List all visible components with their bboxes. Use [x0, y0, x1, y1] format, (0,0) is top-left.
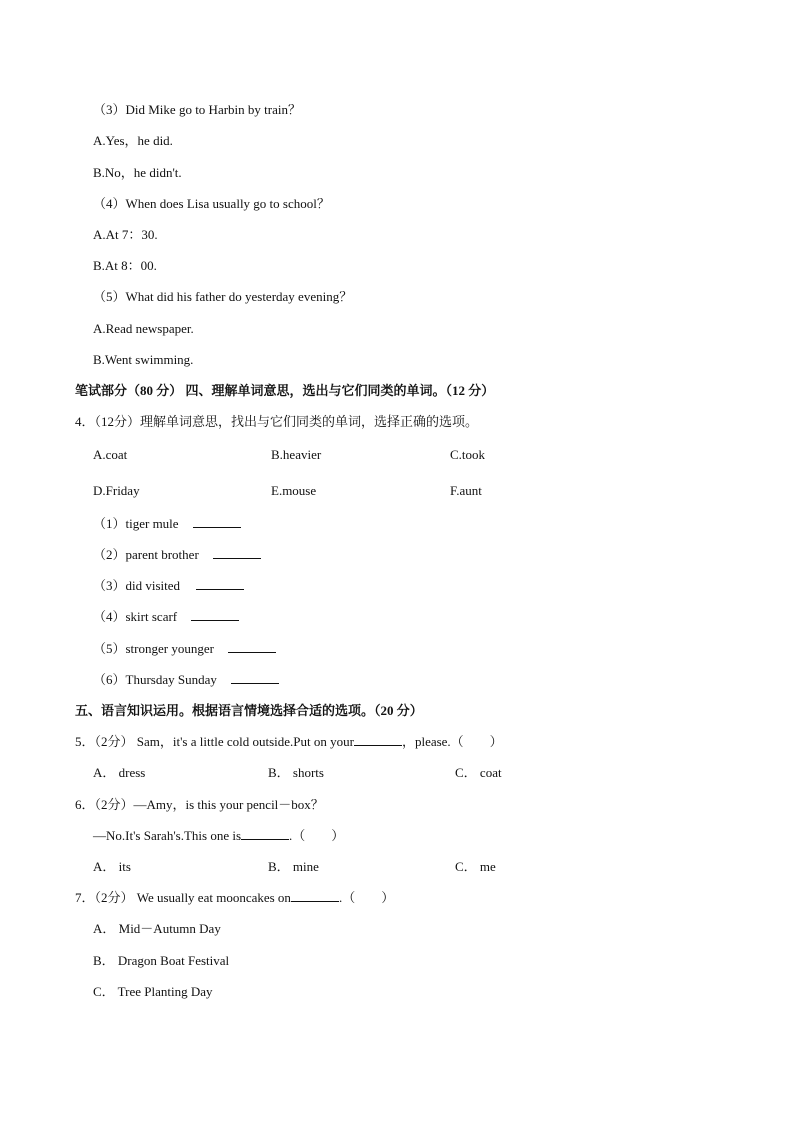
stem-text-end: .（ ）	[289, 828, 345, 843]
word-option-d: D.Friday	[93, 483, 140, 498]
question-5-stem	[75, 734, 503, 750]
answer-blank[interactable]	[354, 734, 402, 746]
option-4b[interactable]: B.At 8：00.	[93, 258, 157, 273]
option-4a[interactable]: A.At 7：30.	[93, 227, 158, 242]
choice-7c[interactable]: C． Tree Planting Day	[93, 984, 213, 999]
answer-blank[interactable]	[196, 578, 244, 590]
option-5a[interactable]: A.Read newspaper.	[93, 321, 194, 336]
choice-6b[interactable]: B． mine	[268, 859, 319, 874]
question-4-stem: 4．（12分）理解单词意思，找出与它们同类的单词，选择正确的选项。	[75, 414, 479, 429]
answer-blank[interactable]	[213, 547, 261, 559]
question-6-line2	[93, 828, 344, 844]
word-option-a: A.coat	[93, 447, 128, 462]
option-3a[interactable]: A.Yes，he did.	[93, 133, 173, 148]
sub-item-4	[93, 609, 239, 625]
answer-blank[interactable]	[241, 828, 289, 840]
choice-7a[interactable]: A． Mid－Autumn Day	[93, 921, 221, 936]
word-option-f: F.aunt	[450, 483, 482, 498]
word-option-b: B.heavier	[271, 447, 322, 462]
section-4-header: 笔试部分（80 分） 四、理解单词意思，选出与它们同类的单词。（12 分）	[75, 383, 495, 398]
sub-item-text: （4）skirt scarf	[93, 609, 178, 624]
answer-blank[interactable]	[228, 641, 276, 653]
choice-5c[interactable]: C． coat	[455, 765, 502, 780]
sub-item-text: （3）did visited	[93, 578, 181, 593]
option-3b[interactable]: B.No，he didn't.	[93, 165, 182, 180]
sub-item-text: （1）tiger mule	[93, 516, 179, 531]
option-5b[interactable]: B.Went swimming.	[93, 352, 194, 367]
answer-blank[interactable]	[193, 516, 241, 528]
answer-blank[interactable]	[191, 609, 239, 621]
question-3: （3）Did Mike go to Harbin by train？	[93, 102, 301, 117]
word-option-e: E.mouse	[271, 483, 317, 498]
sub-item-1	[93, 516, 241, 532]
choice-5b[interactable]: B． shorts	[268, 765, 324, 780]
sub-item-text: （6）Thursday Sunday	[93, 672, 217, 687]
choice-6a[interactable]: A． its	[93, 859, 131, 874]
sub-item-5	[93, 641, 276, 657]
choice-5a[interactable]: A． dress	[93, 765, 146, 780]
sub-item-6	[93, 672, 279, 688]
sub-item-3	[93, 578, 244, 594]
question-6-stem: 6．（2分）—Amy，is this your pencil－box？	[75, 797, 324, 812]
stem-text: —No.It's Sarah's.This one is	[93, 828, 242, 843]
section-5-header: 五、语言知识运用。根据语言情境选择合适的选项。（20 分）	[75, 703, 423, 718]
question-4: （4）When does Lisa usually go to school？	[93, 196, 330, 211]
sub-item-text: （2）parent brother	[93, 547, 199, 562]
choice-7b[interactable]: B． Dragon Boat Festival	[93, 953, 230, 968]
stem-text: 7．（2分） We usually eat mooncakes on	[75, 890, 291, 905]
sub-item-2	[93, 547, 261, 563]
stem-text: 5．（2分） Sam，it's a little cold outside.Put on your	[75, 734, 354, 749]
question-7-stem	[75, 890, 394, 906]
answer-blank[interactable]	[231, 672, 279, 684]
stem-text-end: ，please.（ ）	[401, 734, 503, 749]
word-option-c: C.took	[450, 447, 486, 462]
stem-text-end: .（ ）	[338, 890, 395, 905]
question-5: （5）What did his father do yesterday evening？	[93, 289, 353, 304]
sub-item-text: （5）stronger younger	[93, 641, 214, 656]
answer-blank[interactable]	[291, 890, 339, 902]
choice-6c[interactable]: C． me	[455, 859, 496, 874]
